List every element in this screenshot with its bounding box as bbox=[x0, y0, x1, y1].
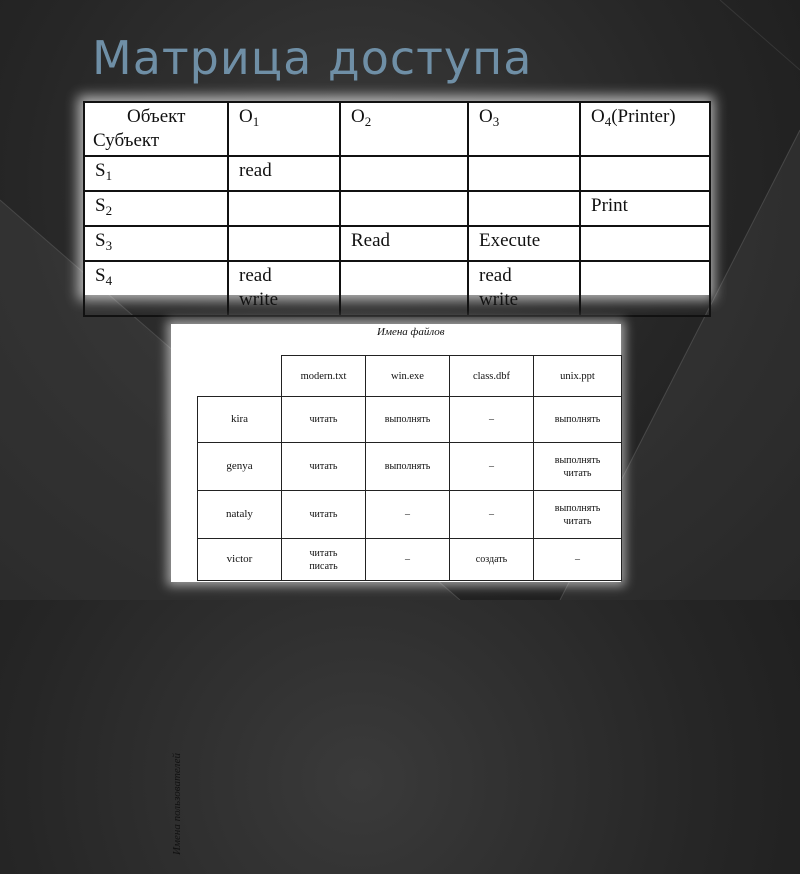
file-permission-text: читать bbox=[309, 509, 338, 520]
file-permission-cell bbox=[366, 491, 450, 539]
user-row bbox=[198, 397, 622, 443]
corner-header-cell bbox=[84, 102, 228, 156]
file-permission-text: читать bbox=[309, 414, 338, 425]
files-caption: Имена файлов bbox=[377, 326, 445, 338]
permission-cell bbox=[580, 156, 710, 191]
permission-cell bbox=[580, 226, 710, 261]
empty-corner-cell bbox=[198, 356, 282, 397]
file-permission-cell bbox=[282, 397, 366, 443]
file-permission-text: – bbox=[405, 509, 410, 520]
file-permission-cell bbox=[534, 491, 622, 539]
permission-text: write bbox=[239, 289, 279, 310]
file-permission-text: писать bbox=[309, 560, 338, 572]
file-column-header: modern.txt bbox=[282, 356, 366, 397]
file-permission-cell bbox=[282, 443, 366, 491]
file-permission-text: создать bbox=[475, 554, 508, 565]
object-column-header: $O_2$ bbox=[340, 102, 468, 156]
file-permission-text: выполнять bbox=[554, 454, 601, 466]
permission-text: Read bbox=[351, 230, 391, 251]
file-permission-text: выполнять bbox=[384, 461, 431, 472]
object-column-header: $O_4(Printer)$ bbox=[580, 102, 710, 156]
user-name-cell: genya bbox=[198, 443, 282, 491]
user-name-cell: nataly bbox=[198, 491, 282, 539]
user-row bbox=[198, 491, 622, 539]
permission-text: write bbox=[479, 289, 519, 310]
file-permissions-table bbox=[171, 324, 621, 855]
file-permission-text: – bbox=[405, 554, 410, 565]
object-column-header: $O_1$ bbox=[228, 102, 340, 156]
user-name-cell: victor bbox=[198, 539, 282, 581]
file-permission-cell bbox=[366, 539, 450, 581]
subject-label-cell: $S_1$ bbox=[84, 156, 228, 191]
permission-cell bbox=[228, 261, 340, 316]
permission-cell bbox=[228, 156, 340, 191]
permission-text: Execute bbox=[479, 230, 541, 251]
object-column-header: $O_3$ bbox=[468, 102, 580, 156]
file-permission-cell bbox=[282, 491, 366, 539]
permission-cell bbox=[580, 261, 710, 316]
file-permission-cell bbox=[366, 397, 450, 443]
file-permission-text: – bbox=[575, 554, 580, 565]
user-row bbox=[198, 539, 622, 581]
file-permission-text: – bbox=[489, 509, 494, 520]
user-row bbox=[198, 443, 622, 491]
file-permission-text: читать bbox=[563, 467, 592, 479]
subject-row bbox=[84, 156, 710, 191]
permission-text: Print bbox=[591, 195, 628, 216]
access-matrix-table bbox=[83, 101, 709, 310]
permission-cell bbox=[468, 226, 580, 261]
file-column-header: unix.ppt bbox=[534, 356, 622, 397]
file-permission-text: – bbox=[489, 414, 494, 425]
file-column-header: class.dbf bbox=[450, 356, 534, 397]
slide-title: Матрица доступа bbox=[92, 31, 533, 85]
permission-cell bbox=[228, 226, 340, 261]
subject-label-cell: $S_4$ bbox=[84, 261, 228, 316]
permission-cell bbox=[340, 226, 468, 261]
subject-label-cell: $S_2$ bbox=[84, 191, 228, 226]
file-permission-text: читать bbox=[309, 461, 338, 472]
file-permission-cell bbox=[450, 397, 534, 443]
file-permission-text: – bbox=[489, 461, 494, 472]
file-permission-text: выполнять bbox=[554, 414, 601, 425]
permission-cell bbox=[468, 191, 580, 226]
file-permission-cell bbox=[534, 397, 622, 443]
file-permission-text: читать bbox=[309, 547, 338, 559]
permission-text: read bbox=[239, 265, 272, 286]
permission-cell bbox=[340, 261, 468, 316]
subject-row bbox=[84, 191, 710, 226]
file-permission-cell bbox=[450, 491, 534, 539]
subject-row bbox=[84, 261, 710, 316]
permission-cell bbox=[468, 156, 580, 191]
file-permission-cell bbox=[366, 443, 450, 491]
permission-cell bbox=[340, 156, 468, 191]
user-name-cell: kira bbox=[198, 397, 282, 443]
subject-header-label: Субъект bbox=[93, 130, 160, 151]
file-permission-cell bbox=[534, 443, 622, 491]
permission-cell bbox=[228, 191, 340, 226]
permission-text: read bbox=[479, 265, 512, 286]
object-header-label: Объект bbox=[127, 106, 186, 127]
file-permission-cell bbox=[450, 443, 534, 491]
subject-label-cell: $S_3$ bbox=[84, 226, 228, 261]
file-permission-cell bbox=[534, 539, 622, 581]
file-permission-text: выполнять bbox=[554, 502, 601, 514]
subject-row bbox=[84, 226, 710, 261]
file-permission-cell bbox=[450, 539, 534, 581]
permission-cell bbox=[340, 191, 468, 226]
file-permission-text: выполнять bbox=[384, 414, 431, 425]
permission-text: read bbox=[239, 160, 272, 181]
file-permission-text: читать bbox=[563, 515, 592, 527]
permission-cell bbox=[468, 261, 580, 316]
users-caption: Имена пользователей bbox=[171, 753, 183, 855]
file-permission-cell bbox=[282, 539, 366, 581]
permission-cell bbox=[580, 191, 710, 226]
file-column-header: win.exe bbox=[366, 356, 450, 397]
